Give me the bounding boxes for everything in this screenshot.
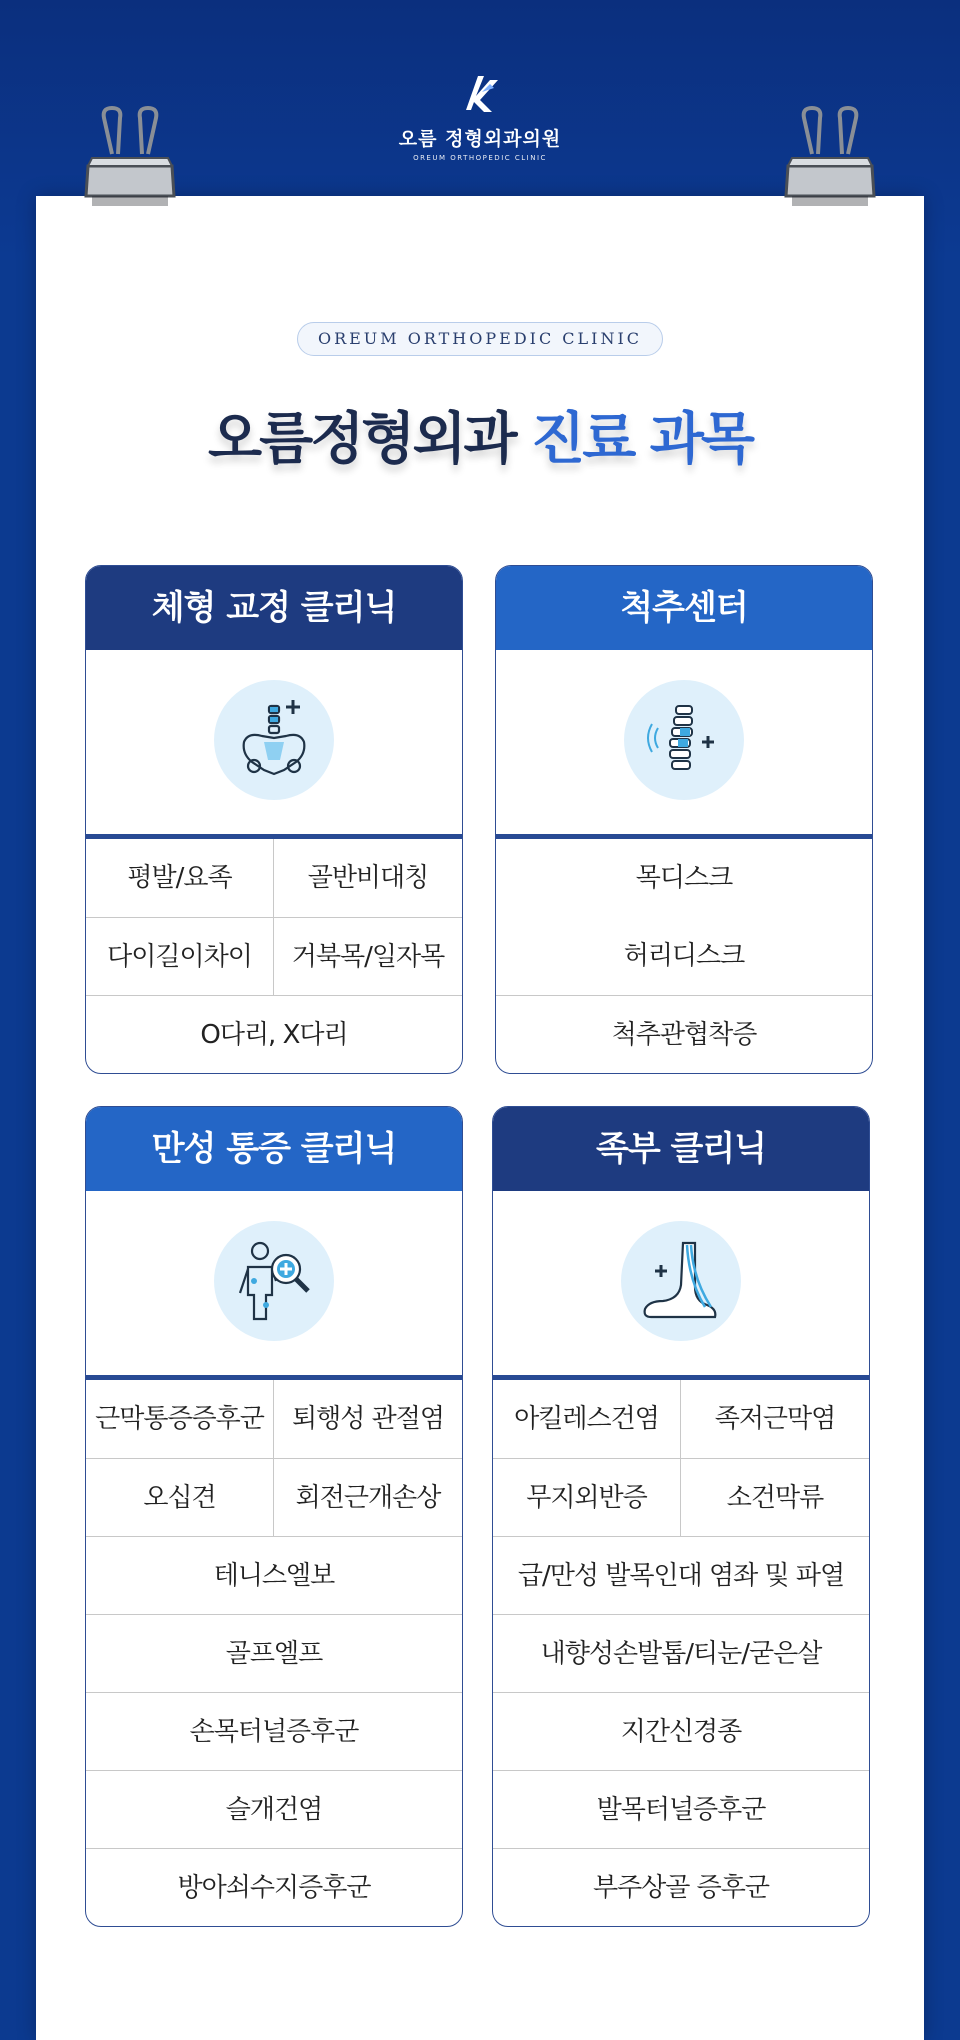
condition-item: 무지외반증: [493, 1458, 681, 1536]
condition-item: 손목터널증후군: [86, 1692, 462, 1770]
condition-item: 급/만성 발목인대 염좌 및 파열: [493, 1536, 869, 1614]
logo-korean-name: 오름 정형외과의원: [398, 128, 562, 150]
condition-item: 거북목/일자목: [274, 917, 462, 995]
condition-item: 지간신경종: [493, 1692, 869, 1770]
clinic-name-pill: OREUM ORTHOPEDIC CLINIC: [297, 322, 663, 356]
condition-item: 테니스엘보: [86, 1536, 462, 1614]
card-title: 척추센터: [496, 566, 872, 650]
condition-item: 퇴행성 관절염: [292, 1404, 444, 1434]
card-icon-area: [493, 1191, 869, 1380]
card-foot-clinic: [492, 1106, 870, 1927]
condition-item: 평발/요족: [86, 839, 274, 917]
condition-item: 골프엘프: [86, 1614, 462, 1692]
condition-item: 오십견: [86, 1458, 274, 1536]
condition-item: 내향성손발톱/티눈/굳은살: [493, 1614, 869, 1692]
condition-item: 허리디스크: [623, 941, 745, 971]
condition-item: 방아쇠수지증후군: [86, 1848, 462, 1926]
card-title: 체형 교정 클리닉: [86, 566, 462, 650]
binder-clip-left-icon: [82, 104, 178, 214]
body-magnifier-icon: [214, 1221, 334, 1341]
condition-item: 소건막류: [681, 1458, 869, 1536]
condition-item: 골반비대칭: [307, 863, 429, 893]
condition-item: 족저근막염: [714, 1404, 836, 1434]
condition-grid: [496, 839, 872, 1073]
card-title: 만성 통증 클리닉: [86, 1107, 462, 1191]
card-posture-correction: [85, 565, 463, 1074]
card-chronic-pain: [85, 1106, 463, 1927]
condition-item: 부주상골 증후군: [493, 1848, 869, 1926]
foot-icon: [621, 1221, 741, 1341]
card-icon-area: [86, 650, 462, 839]
condition-item: 다이길이차이: [86, 917, 274, 995]
card-spine-center: [495, 565, 873, 1074]
condition-grid: [86, 1380, 462, 1926]
condition-item: 척추관협착증: [496, 995, 872, 1073]
logo-mark-icon: [456, 70, 504, 118]
condition-item: 아킬레스건염: [493, 1380, 681, 1458]
condition-item: 회전근개손상: [274, 1458, 462, 1536]
spine-icon: [624, 680, 744, 800]
condition-item: O다리, X다리: [86, 995, 462, 1073]
condition-grid: [86, 839, 462, 1073]
logo-english-name: OREUM ORTHOPEDIC CLINIC: [413, 154, 547, 162]
title-accent: 진료 과목: [531, 407, 752, 472]
card-icon-area: [86, 1191, 462, 1380]
condition-item: 슬개건염: [86, 1770, 462, 1848]
pelvis-spine-icon: [214, 680, 334, 800]
condition-item: 발목터널증후군: [493, 1770, 869, 1848]
card-title: 족부 클리닉: [493, 1107, 869, 1191]
binder-clip-right-icon: [782, 104, 878, 214]
condition-item: 근막통증증후군: [86, 1380, 274, 1458]
page-title: [0, 395, 960, 475]
condition-item: 목디스크: [635, 863, 733, 893]
condition-grid: [493, 1380, 869, 1926]
title-main: 오름정형외과: [208, 407, 515, 472]
card-icon-area: [496, 650, 872, 839]
